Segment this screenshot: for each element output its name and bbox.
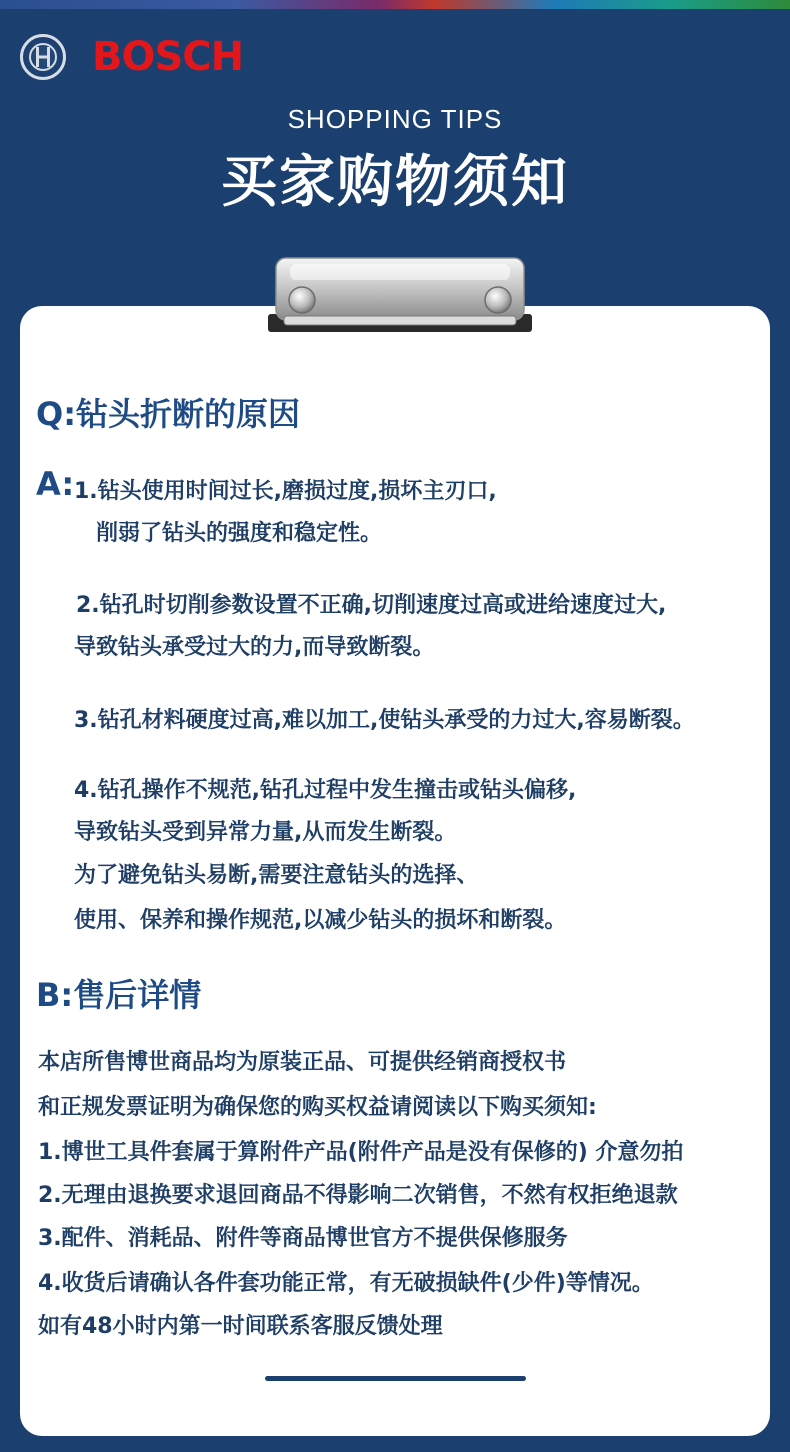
answer-line: 为了避免钻头易断,需要注意钻头的选择、 [74, 863, 479, 888]
answer-line: 2.钻孔时切削参数设置不正确,切削速度过高或进给速度过大, [76, 593, 667, 618]
answer-label: A: [36, 465, 75, 503]
after-sales-line: 如有48小时内第一时间联系客服反馈处理 [38, 1314, 443, 1339]
after-sales-line: 2.无理由退换要求退回商品不得影响二次销售，不然有权拒绝退款 [38, 1183, 678, 1208]
question-heading: Q:钻头折断的原因 [36, 395, 301, 433]
after-sales-line: 4.收货后请确认各件套功能正常，有无破损缺件(少件)等情况。 [38, 1271, 654, 1296]
answer-line: 使用、保养和操作规范,以减少钻头的损坏和断裂。 [74, 908, 567, 933]
answer-line: 4.钻孔操作不规范,钻孔过程中发生撞击或钻头偏移, [74, 778, 577, 803]
answer-line: 导致钻头受到异常力量,从而发生断裂。 [74, 820, 457, 845]
answer-line: 削弱了钻头的强度和稳定性。 [96, 521, 383, 546]
after-sales-line: 本店所售博世商品均为原装正品、可提供经销商授权书 [38, 1050, 567, 1075]
bottom-divider [265, 1376, 526, 1381]
after-sales-line: 1.博世工具件套属于算附件产品(附件产品是没有保修的) 介意勿拍 [38, 1140, 684, 1165]
brand-name: BOSCH [92, 34, 244, 80]
after-sales-heading: B:售后详情 [36, 976, 202, 1014]
answer-line: 1.钻头使用时间过长,磨损过度,损坏主刃口, [74, 479, 497, 504]
subtitle-en: SHOPPING TIPS [287, 104, 503, 134]
after-sales-line: 3.配件、消耗品、附件等商品博世官方不提供保修服务 [38, 1226, 568, 1251]
answer-line: 导致钻头承受过大的力,而导致断裂。 [74, 635, 435, 660]
page-title: 买家购物须知 [221, 150, 569, 215]
after-sales-line: 和正规发票证明为确保您的购买权益请阅读以下购买须知: [38, 1095, 597, 1120]
answer-line: 3.钻孔材料硬度过高,难以加工,使钻头承受的力过大,容易断裂。 [74, 708, 695, 733]
